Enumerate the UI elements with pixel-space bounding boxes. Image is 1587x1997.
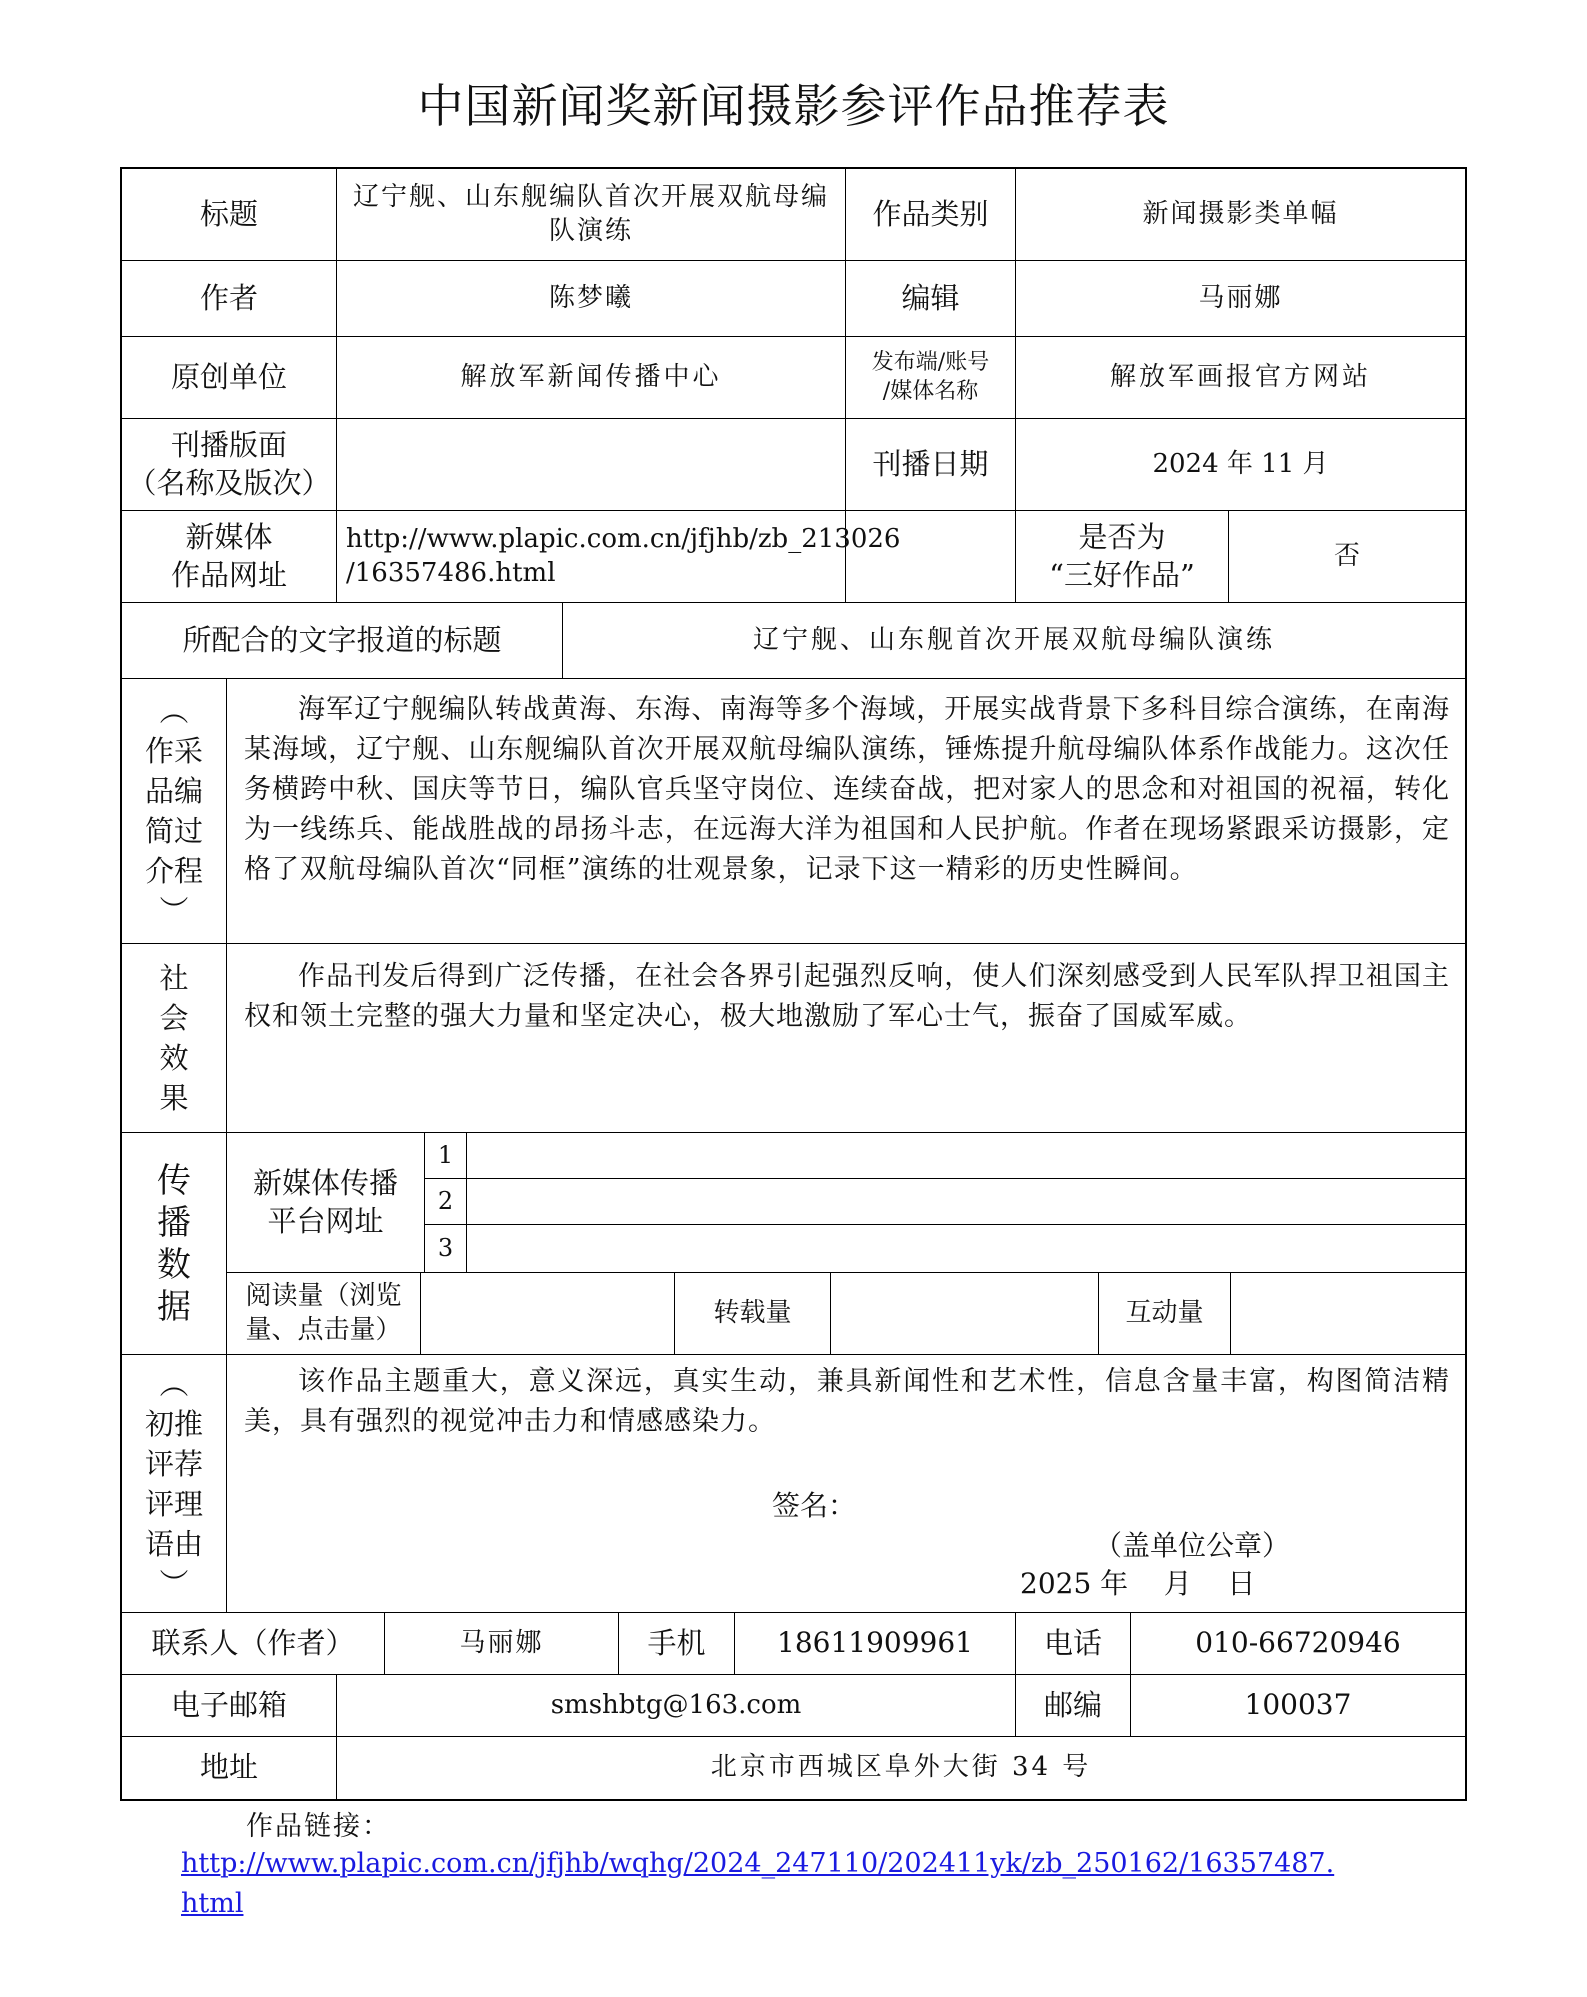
review-label-char: ︵ xyxy=(159,1366,189,1401)
phone-label: 电话 xyxy=(1043,1625,1102,1660)
review-date: 2025 年 月 日 xyxy=(1020,1567,1256,1600)
sanhao-label xyxy=(1016,511,1228,602)
phone-value: 010-66720946 xyxy=(1195,1626,1401,1660)
intro-label-char: 品编 xyxy=(144,774,203,808)
work-link-line2[interactable]: html xyxy=(181,1888,244,1919)
author-label: 作者 xyxy=(199,280,258,315)
review-label-char: 初推 xyxy=(144,1406,203,1441)
interact-label: 互动量 xyxy=(1125,1297,1204,1328)
effect-label-char: 社 xyxy=(159,961,189,995)
category-label: 作品类别 xyxy=(872,196,989,231)
sanhao-value: 否 xyxy=(1333,540,1360,571)
origin-value: 解放军新闻传播中心 xyxy=(460,361,722,392)
platform-number-2: 2 xyxy=(437,1186,454,1215)
table-border-bottom xyxy=(120,1799,1467,1801)
email-value[interactable]: smshbtg@163.com xyxy=(550,1689,802,1720)
document-title: 中国新闻奖新闻摄影参评作品推荐表 xyxy=(417,79,1170,133)
platform-url-input-3[interactable] xyxy=(467,1225,1465,1272)
review-text: 该作品主题重大，意义深远，真实生动，兼具新闻性和艺术性，信息含量丰富，构图简洁精美，具有强烈的视觉冲击力和情感感染力。 xyxy=(244,1366,1450,1437)
mobile-label: 手机 xyxy=(647,1625,706,1660)
reads-label-line2: 量、点击量） xyxy=(245,1314,402,1345)
work-link-label: 作品链接： xyxy=(246,1811,391,1842)
editor-label: 编辑 xyxy=(901,280,960,315)
date-value: 2024 年 11 月 xyxy=(1152,448,1329,479)
interact-value[interactable] xyxy=(1231,1273,1465,1354)
date-label: 刊播日期 xyxy=(872,446,989,481)
title-value: 辽宁舰、山东舰编队首次开展双航母编队演练 xyxy=(352,181,829,246)
effect-label xyxy=(122,944,226,1132)
sanhao-label-line1: 是否为 xyxy=(1078,519,1166,554)
sanhao-label-line2: “三好作品” xyxy=(1049,557,1195,592)
seal-label: （盖单位公章） xyxy=(1094,1529,1291,1562)
publisher-label xyxy=(846,337,1015,418)
address-value: 北京市西城区阜外大街 34 号 xyxy=(710,1752,1092,1783)
sign-label: 签名： xyxy=(772,1489,857,1522)
url-label-line2: 作品网址 xyxy=(170,557,287,592)
spread-label-char: 传 xyxy=(157,1160,191,1201)
intro-text: 海军辽宁舰编队转战黄海、东海、南海等多个海域，开展实战背景下多科目综合演练，在南海某海域，辽宁舰、山东舰编队首次开展双航母编队演练，锤炼提升航母编队体系作战能力。这次任务横跨中秋、国庆等节日，编队官兵坚守岗位、连续奋战，把对家人的思念和对祖国的祝福，转化为一线练兵、能战胜战的昂扬斗志，在远海大洋为祖国和人民护航。作者在现场紧跟采访摄影，定格了双航母编队首次“同框”演练的壮观景象，记录下这一精彩的历史性瞬间。 xyxy=(244,694,1450,885)
intro-label-char: ︶ xyxy=(159,894,189,928)
contact-label: 联系人（作者） xyxy=(151,1625,355,1660)
email-label: 电子邮箱 xyxy=(170,1687,287,1722)
reads-value[interactable] xyxy=(421,1273,674,1354)
category-value: 新闻摄影类单幅 xyxy=(1142,198,1339,229)
reposts-value[interactable] xyxy=(831,1273,1098,1354)
url-label xyxy=(122,511,336,602)
row-divider xyxy=(120,1354,1467,1355)
origin-label: 原创单位 xyxy=(170,359,287,394)
postcode-label: 邮编 xyxy=(1043,1687,1102,1722)
page-label-line2: （名称及版次） xyxy=(127,465,331,500)
spread-label-char: 数 xyxy=(157,1244,191,1285)
address-label: 地址 xyxy=(199,1750,258,1785)
page-label-line1: 刊播版面 xyxy=(170,427,287,462)
publisher-label-line2: /媒体名称 xyxy=(882,378,979,404)
row-divider xyxy=(120,678,1467,679)
intro-label-char: 介程 xyxy=(144,854,203,888)
work-link-line1[interactable]: http://www.plapic.com.cn/jfjhb/wqhg/2024_247110/202411yk/zb_250162/16357487. xyxy=(181,1848,1335,1879)
review-label-char: 评理 xyxy=(144,1486,203,1521)
intro-label xyxy=(122,679,226,943)
reads-label xyxy=(227,1273,420,1354)
intro-label-char: 作采 xyxy=(144,734,203,768)
title-label: 标题 xyxy=(199,196,258,231)
review-label-char: 评荐 xyxy=(144,1446,203,1481)
editor-value: 马丽娜 xyxy=(1198,282,1283,313)
row-divider xyxy=(120,943,1467,944)
platform-url-input-2[interactable] xyxy=(467,1179,1465,1224)
effect-label-char: 效 xyxy=(159,1041,189,1075)
spread-label-char: 播 xyxy=(157,1202,191,1243)
table-border-right xyxy=(1465,167,1467,1801)
spread-label xyxy=(122,1133,226,1354)
mobile-value: 18611909961 xyxy=(777,1626,973,1660)
contact-value: 马丽娜 xyxy=(459,1627,544,1658)
url-label-line1: 新媒体 xyxy=(185,519,273,554)
url-value-line2[interactable]: /16357486.html xyxy=(346,557,556,588)
platform-number-3: 3 xyxy=(437,1233,454,1262)
page-value xyxy=(337,419,845,510)
platform-url-input-1[interactable] xyxy=(467,1133,1465,1178)
reads-label-line1: 阅读量（浏览 xyxy=(245,1280,402,1311)
platform-number-1: 1 xyxy=(437,1140,454,1169)
review-label-char: ︶ xyxy=(159,1566,189,1601)
review-label-char: 语由 xyxy=(144,1526,203,1561)
effect-label-char: 果 xyxy=(159,1081,189,1115)
intro-label-char: ︵ xyxy=(159,694,189,728)
platform-label xyxy=(227,1133,424,1272)
postcode-value: 100037 xyxy=(1244,1688,1352,1722)
effect-label-char: 会 xyxy=(159,1001,189,1035)
spread-label-char: 据 xyxy=(157,1286,191,1327)
publisher-label-line1: 发布端/账号 xyxy=(871,349,990,375)
headline-value: 辽宁舰、山东舰首次开展双航母编队演练 xyxy=(752,624,1275,655)
page-label xyxy=(122,419,336,510)
url-value-line1[interactable]: http://www.plapic.com.cn/jfjhb/zb_213026 xyxy=(346,523,901,554)
reposts-label: 转载量 xyxy=(713,1297,792,1328)
effect-text: 作品刊发后得到广泛传播，在社会各界引起强烈反响，使人们深刻感受到人民军队捍卫祖国主权和领土完整的强大力量和坚定决心，极大地激励了军心士气，振奋了国威军威。 xyxy=(244,961,1450,1032)
intro-label-char: 简过 xyxy=(144,814,203,848)
platform-label-line1: 新媒体传播 xyxy=(252,1165,398,1200)
author-value: 陈梦曦 xyxy=(548,282,633,313)
headline-label: 所配合的文字报道的标题 xyxy=(182,622,502,657)
platform-label-line2: 平台网址 xyxy=(267,1203,384,1238)
publisher-value: 解放军画报官方网站 xyxy=(1109,361,1371,392)
review-label xyxy=(122,1355,226,1612)
url-value[interactable] xyxy=(346,511,901,602)
